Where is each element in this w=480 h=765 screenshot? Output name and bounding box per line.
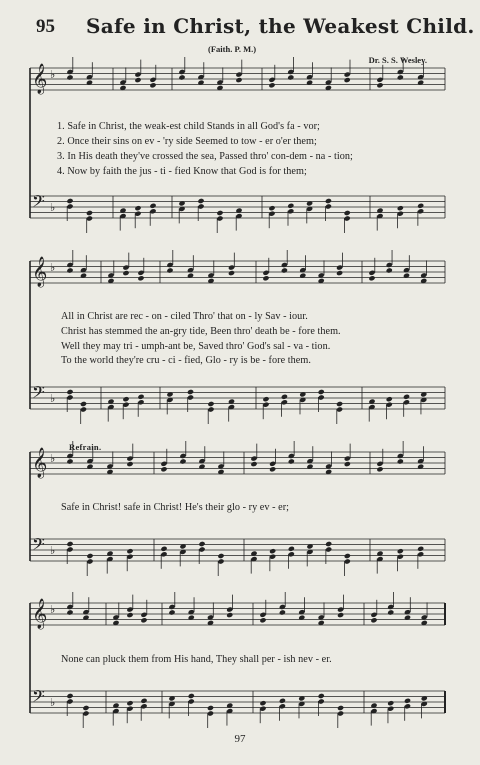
note-head bbox=[134, 77, 141, 83]
note-head bbox=[370, 617, 377, 623]
note-head bbox=[344, 210, 351, 216]
note-head bbox=[279, 609, 286, 615]
note-head bbox=[134, 205, 141, 211]
bass-staff bbox=[30, 191, 445, 218]
flat-icon: ♭ bbox=[50, 262, 56, 274]
refrain-line-2: None can pluck them from His hand, They shall per - ish nev - er. bbox=[61, 654, 332, 665]
flat-icon: ♭ bbox=[50, 393, 56, 405]
note-head bbox=[66, 198, 73, 204]
flat-icon: ♭ bbox=[50, 202, 56, 214]
note-head bbox=[397, 74, 404, 80]
note-head bbox=[259, 617, 266, 623]
bass-staff bbox=[30, 686, 445, 713]
note-head bbox=[417, 203, 424, 209]
note-head bbox=[140, 617, 147, 623]
note-head bbox=[268, 205, 275, 211]
composer-credit: Dr. S. S. Wesley. bbox=[368, 55, 427, 65]
note-head bbox=[86, 553, 93, 559]
refrain-line-1: Safe in Christ! safe in Christ! He's their glo - ry ev - er; bbox=[61, 502, 290, 513]
note-head bbox=[368, 275, 375, 281]
bass-staff bbox=[30, 382, 445, 409]
note-head bbox=[344, 77, 351, 83]
note-head bbox=[250, 461, 257, 467]
note-head bbox=[140, 698, 147, 704]
note-head bbox=[126, 461, 133, 467]
note-head bbox=[397, 458, 404, 464]
note-head bbox=[82, 705, 89, 711]
note-head bbox=[188, 693, 195, 699]
note-head bbox=[66, 458, 73, 464]
note-head bbox=[80, 401, 87, 407]
note-head bbox=[66, 609, 73, 615]
note-head bbox=[228, 270, 235, 276]
note-head bbox=[66, 267, 73, 273]
flat-icon: ♭ bbox=[50, 545, 56, 557]
note-head bbox=[376, 466, 383, 472]
note-head bbox=[168, 609, 175, 615]
system2-line-2: Christ has stemmed the an-gry tide, Been thro' death be - fore them. bbox=[61, 326, 341, 337]
note-head bbox=[279, 698, 286, 704]
note-head bbox=[235, 77, 242, 83]
bass-clef-icon: 𝄢 bbox=[32, 191, 45, 215]
note-head bbox=[137, 275, 144, 281]
note-head bbox=[281, 267, 288, 273]
note-head bbox=[149, 203, 156, 209]
note-head bbox=[325, 198, 332, 204]
note-head bbox=[197, 198, 204, 204]
treble-staff bbox=[30, 256, 445, 288]
note-head bbox=[178, 74, 185, 80]
note-head bbox=[337, 612, 344, 618]
bass-clef-icon: 𝄢 bbox=[32, 686, 45, 710]
note-head bbox=[337, 705, 344, 711]
note-head bbox=[259, 700, 266, 706]
note-head bbox=[66, 693, 73, 699]
note-head bbox=[403, 394, 410, 400]
verse-line-1: 1. Safe in Christ, the weak-est child Stands in all God's fa - vor; bbox=[57, 121, 320, 132]
note-head bbox=[386, 267, 393, 273]
note-head bbox=[336, 270, 343, 276]
note-head bbox=[318, 693, 325, 699]
page-number: 97 bbox=[234, 733, 246, 745]
note-head bbox=[287, 74, 294, 80]
note-head bbox=[281, 394, 288, 400]
hymn-number: 95 bbox=[36, 16, 55, 37]
note-head bbox=[187, 389, 194, 395]
treble-clef-icon: 𝄞 bbox=[32, 599, 48, 629]
note-head bbox=[217, 553, 224, 559]
treble-clef-icon: 𝄞 bbox=[32, 448, 48, 478]
note-head bbox=[325, 541, 332, 547]
note-head bbox=[160, 466, 167, 472]
hymn-title: Safe in Christ, the Weakest Child. bbox=[86, 14, 475, 38]
note-head bbox=[216, 210, 223, 216]
note-head bbox=[122, 270, 129, 276]
note-head bbox=[336, 401, 343, 407]
note-head bbox=[66, 541, 73, 547]
note-head bbox=[318, 389, 325, 395]
note-head bbox=[287, 203, 294, 209]
system2-line-3: Well they may tri - umph-ant be, Saved thro' God's sal - va - tion. bbox=[61, 341, 331, 352]
treble-clef-icon: 𝄞 bbox=[32, 257, 48, 287]
note-head bbox=[207, 705, 214, 711]
flat-icon: ♭ bbox=[50, 453, 56, 465]
note-head bbox=[268, 82, 275, 88]
note-head bbox=[149, 82, 156, 88]
flat-icon: ♭ bbox=[50, 697, 56, 709]
note-head bbox=[288, 458, 295, 464]
note-head bbox=[66, 74, 73, 80]
meter-label: (Faith. P. M.) bbox=[208, 44, 257, 54]
note-head bbox=[269, 466, 276, 472]
note-head bbox=[126, 612, 133, 618]
note-head bbox=[66, 389, 73, 395]
flat-icon: ♭ bbox=[50, 69, 56, 81]
bass-clef-icon: 𝄢 bbox=[32, 382, 45, 406]
note-head bbox=[137, 394, 144, 400]
note-head bbox=[86, 210, 93, 216]
note-head bbox=[397, 548, 404, 554]
note-head bbox=[226, 612, 233, 618]
note-head bbox=[387, 700, 394, 706]
treble-clef-icon: 𝄞 bbox=[32, 64, 48, 94]
flat-icon: ♭ bbox=[50, 604, 56, 616]
note-head bbox=[166, 267, 173, 273]
verse-line-4: 4. Now by faith the jus - ti - fied Know that God is for them; bbox=[57, 166, 307, 177]
note-head bbox=[262, 396, 269, 402]
note-head bbox=[417, 546, 424, 552]
note-head bbox=[288, 546, 295, 552]
bass-clef-icon: 𝄢 bbox=[32, 534, 45, 558]
note-head bbox=[397, 205, 404, 211]
system2-line-4: To the world they're cru - ci - fied, Glo - ry is be - fore them. bbox=[61, 355, 311, 366]
note-head bbox=[198, 541, 205, 547]
verse-line-3: 3. In His death they've crossed the sea, Passed thro' con-dem - na - tion; bbox=[57, 151, 353, 162]
refrain-label: Refrain. bbox=[69, 442, 102, 452]
note-head bbox=[386, 396, 393, 402]
system2-line-1: All in Christ are rec - on - ciled Thro' that on - ly Sav - iour. bbox=[61, 311, 308, 322]
note-head bbox=[344, 461, 351, 467]
note-head bbox=[122, 396, 129, 402]
note-head bbox=[179, 458, 186, 464]
note-head bbox=[376, 82, 383, 88]
note-head bbox=[387, 609, 394, 615]
note-head bbox=[126, 700, 133, 706]
note-head bbox=[126, 548, 133, 554]
note-head bbox=[404, 698, 411, 704]
note-head bbox=[160, 546, 167, 552]
verse-line-2: 2. Once their sins on ev - 'ry side Seemed to tow - er o'er them; bbox=[57, 136, 317, 147]
note-head bbox=[207, 401, 214, 407]
treble-staff bbox=[30, 598, 445, 630]
note-head bbox=[269, 548, 276, 554]
note-head bbox=[262, 275, 269, 281]
note-head bbox=[344, 553, 351, 559]
